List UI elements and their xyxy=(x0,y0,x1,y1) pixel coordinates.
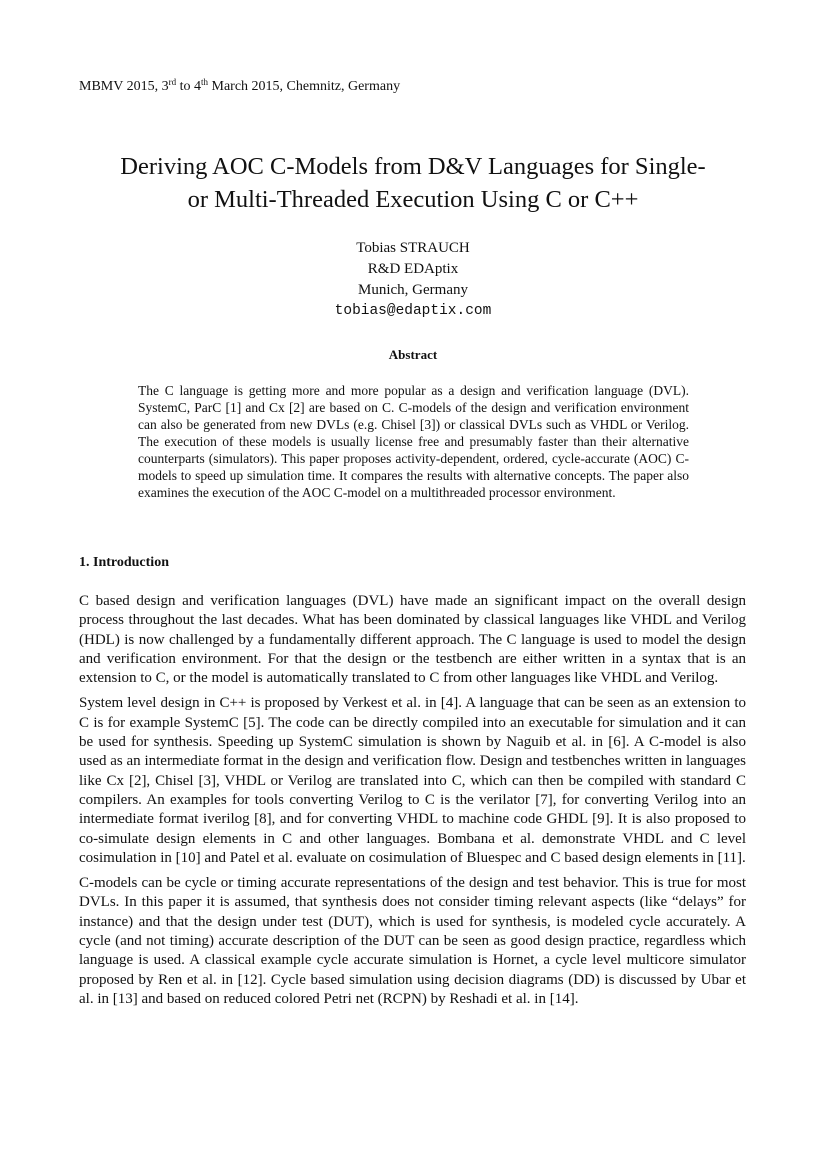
abstract-heading: Abstract xyxy=(388,347,438,362)
conference-header: MBMV 2015, 3rd to 4th March 2015, Chemnitz, Germany xyxy=(79,77,401,94)
author-affiliation: R&D EDAptix xyxy=(367,261,459,277)
author-name: Tobias STRAUCH xyxy=(356,240,470,256)
author-email: tobias@edaptix.com xyxy=(334,303,492,319)
introduction-body xyxy=(79,592,746,1015)
abstract-text: The C language is getting more and more popular as a design and verification language (DVL). SystemC, ParC [1] and Cx [2] are based on C. C-models of the design and verification environment can also be generated from new DVLs (e.g. Chisel [3]) or classical DVLs such as VHDL or Verilog. The execution of these models is usually license free and presumably faster than their alternative counterparts (simulators). This paper proposes activity-dependent, ordered, cycle-accurate (AOC) C-models to speed up simulation time. It compares the results with alternative concepts. The paper also examines the execution of the AOC C-model on a multithreaded processor environment. xyxy=(138,383,689,500)
body-paragraph: C based design and verification languages (DVL) have made an significant impact on the overall design process throughout the last decades. What has been dominated by classical languages like VHDL and Verilog (HDL) is now challenged by a fundamentally different approach. The C language is used to model the design and verification environment. For that the design or the testbench are either written in a syntax that is an extension to C, or the model is automatically translated to C from other languages like VHDL and Verilog. xyxy=(79,593,746,687)
section-heading-introduction: 1. Introduction xyxy=(79,555,169,570)
author-location: Munich, Germany xyxy=(358,282,468,298)
body-paragraph: C-models can be cycle or timing accurate representations of the design and test behavior. This is true for most DVLs. In this paper it is assumed, that synthesis does not consider timing relevant aspects (like “delays” for instance) and that the design under test (DUT), which is used for synthesis, is modeled cycle accurately. A cycle (and not timing) accurate description of the DUT can be seen as good design practice, regardless which language is used. A classical example cycle accurate simulation is Hornet, a cycle level multicore simulator proposed by Ren et al. in [12]. Cycle based simulation using decision diagrams (DD) is discussed by Ubar et al. in [13] and based on reduced colored Petri net (RCPN) by Reshadi et al. in [14]. xyxy=(79,875,746,1007)
title-line-1: Deriving AOC C-Models from D&V Languages for Single- xyxy=(120,153,706,180)
author-block xyxy=(0,238,826,322)
body-paragraph: System level design in C++ is proposed by Verkest et al. in [4]. A language that can be seen as an extension to C is for example SystemC [5]. The code can be directly compiled into an executable for simulation and it can be used for synthesis. Speeding up SystemC simulation is shown by Naguib et al. in [6]. A C-model is also used as an intermediate format in the design and verification flow. Design and testbenches written in languages like Cx [2], Chisel [3], VHDL or Verilog are translated into C, which can then be compiled with standard C compilers. An examples for tools converting Verilog to C is the verilator [7], for converting Verilog into an intermediate format iverilog [8], and for converting VHDL to machine code GHDL [9]. It is also proposed to co-simulate design elements in C and other languages. Bombana et al. demonstrate VHDL and C level cosimulation in [10] and Patel et al. evaluate on cosimulation of Bluespec and C based design elements in [11]. xyxy=(79,695,746,866)
paper-title xyxy=(40,150,786,216)
title-line-2: or Multi-Threaded Execution Using C or C++ xyxy=(187,186,639,213)
